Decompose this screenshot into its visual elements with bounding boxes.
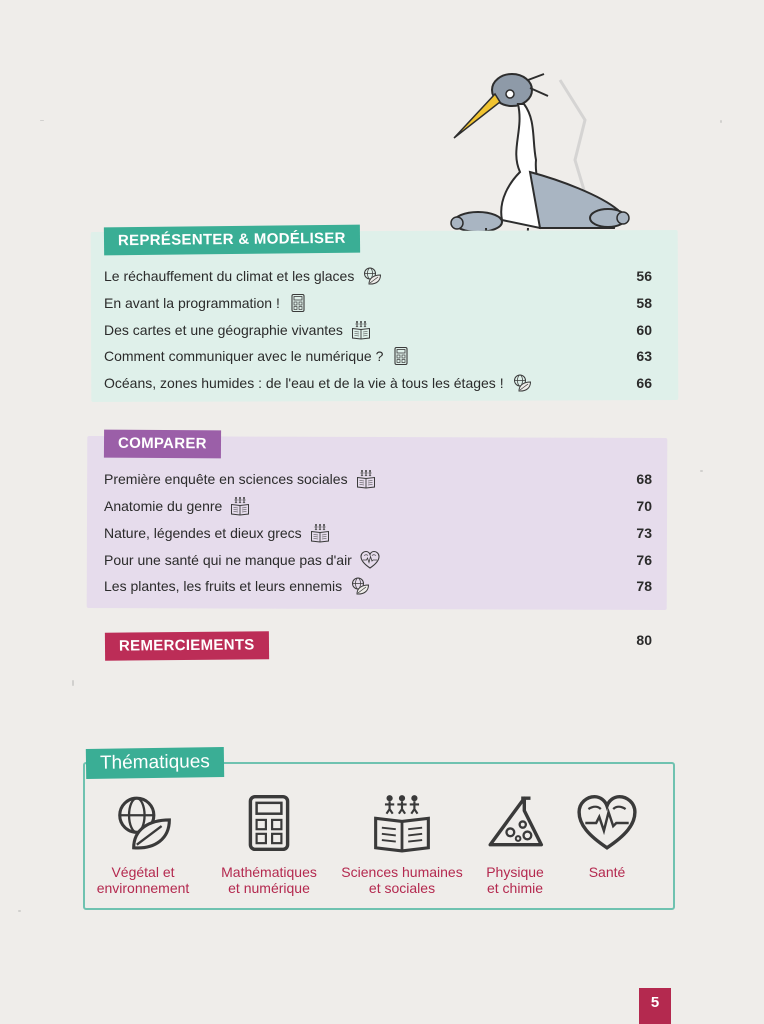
flask-icon [480, 792, 550, 854]
toc-entry-title: Océans, zones humides : de l'eau et de la vie à tous les étages ! [104, 375, 504, 391]
toc-entry-title: Les plantes, les fruits et leurs ennemis [104, 578, 343, 594]
toc-entry-title: Comment communiquer avec le numérique ? [104, 348, 384, 364]
toc-entry-page: 66 [636, 375, 652, 391]
globe-leaf-icon [512, 373, 532, 393]
theme-label [541, 864, 673, 880]
book-people-icon [356, 469, 376, 489]
toc-entry[interactable] [104, 468, 652, 490]
toc-entry-title: Anatomie du genre [104, 498, 223, 514]
book-people-icon [367, 792, 437, 854]
theme-label-line2: et numérique [228, 880, 310, 896]
toc-entry-title: Pour une santé qui ne manque pas d'air [104, 552, 352, 568]
theme-vegetal [77, 792, 209, 896]
theme-label-line1: Sciences humaines [341, 864, 463, 880]
book-people-icon [310, 523, 330, 543]
toc-entry-page: 70 [636, 498, 652, 514]
theme-label-line2: environnement [96, 880, 190, 896]
globe-leaf-icon [108, 792, 178, 854]
toc-entry-page: 68 [636, 471, 652, 487]
section-tag-comparer: COMPARER [104, 430, 221, 459]
paper-texture [720, 120, 722, 123]
toc-entry-title: Nature, légendes et dieux grecs [104, 525, 302, 541]
toc-entry-page: 76 [636, 552, 652, 568]
toc-entry[interactable] [104, 372, 652, 394]
toc-entry[interactable] [104, 292, 652, 314]
theme-label-line1: Santé [588, 864, 626, 880]
heart-pulse-icon [572, 792, 642, 854]
toc-entry[interactable] [104, 495, 652, 517]
theme-label [203, 864, 335, 896]
theme-label-line1: Mathématiques [221, 864, 317, 880]
theme-label-line1: Physique [486, 864, 544, 880]
paper-texture [72, 680, 74, 686]
section-tag-remerciements[interactable]: REMERCIEMENTS [105, 631, 269, 660]
toc-entry[interactable] [104, 575, 652, 597]
calculator-icon [288, 293, 308, 313]
heart-pulse-icon [360, 550, 380, 570]
themes-title: Thématiques [86, 747, 224, 779]
toc-entry-page: 56 [636, 268, 652, 284]
page-number: 5 [639, 988, 671, 1024]
toc-entry-page: 58 [636, 295, 652, 311]
toc-entry-title: Le réchauffement du climat et les glaces [104, 268, 355, 284]
theme-mathematiques [203, 792, 335, 896]
globe-leaf-icon [362, 266, 382, 286]
paper-texture [700, 470, 703, 472]
toc-entry-title: En avant la programmation ! [104, 295, 280, 311]
toc-entry[interactable] [104, 265, 652, 287]
toc-entry-title: Première enquête en sciences sociales [104, 471, 348, 487]
toc-entry-page: 63 [636, 348, 652, 364]
theme-label-line2: et sociales [368, 880, 436, 896]
section-tag-representer: REPRÉSENTER & MODÉLISER [104, 225, 360, 256]
toc-entry[interactable] [104, 549, 652, 571]
calculator-icon [391, 346, 411, 366]
theme-label [77, 864, 209, 896]
toc-entry[interactable] [104, 522, 652, 544]
book-people-icon [351, 320, 371, 340]
toc-entry-title: Des cartes et une géographie vivantes [104, 322, 343, 338]
calculator-icon [234, 792, 304, 854]
theme-sante [541, 792, 673, 880]
toc-entry-page: 60 [636, 322, 652, 338]
remerciements-page: 80 [636, 632, 652, 648]
paper-texture [40, 120, 44, 121]
globe-leaf-icon [350, 576, 370, 596]
book-people-icon [230, 496, 250, 516]
toc-entry[interactable] [104, 319, 652, 341]
paper-texture [18, 910, 21, 912]
toc-entry-page: 78 [636, 578, 652, 594]
toc-entry-page: 73 [636, 525, 652, 541]
theme-label-line2: et chimie [486, 880, 544, 896]
theme-label-line1: Végétal et [111, 864, 175, 880]
toc-entry[interactable] [104, 345, 652, 367]
